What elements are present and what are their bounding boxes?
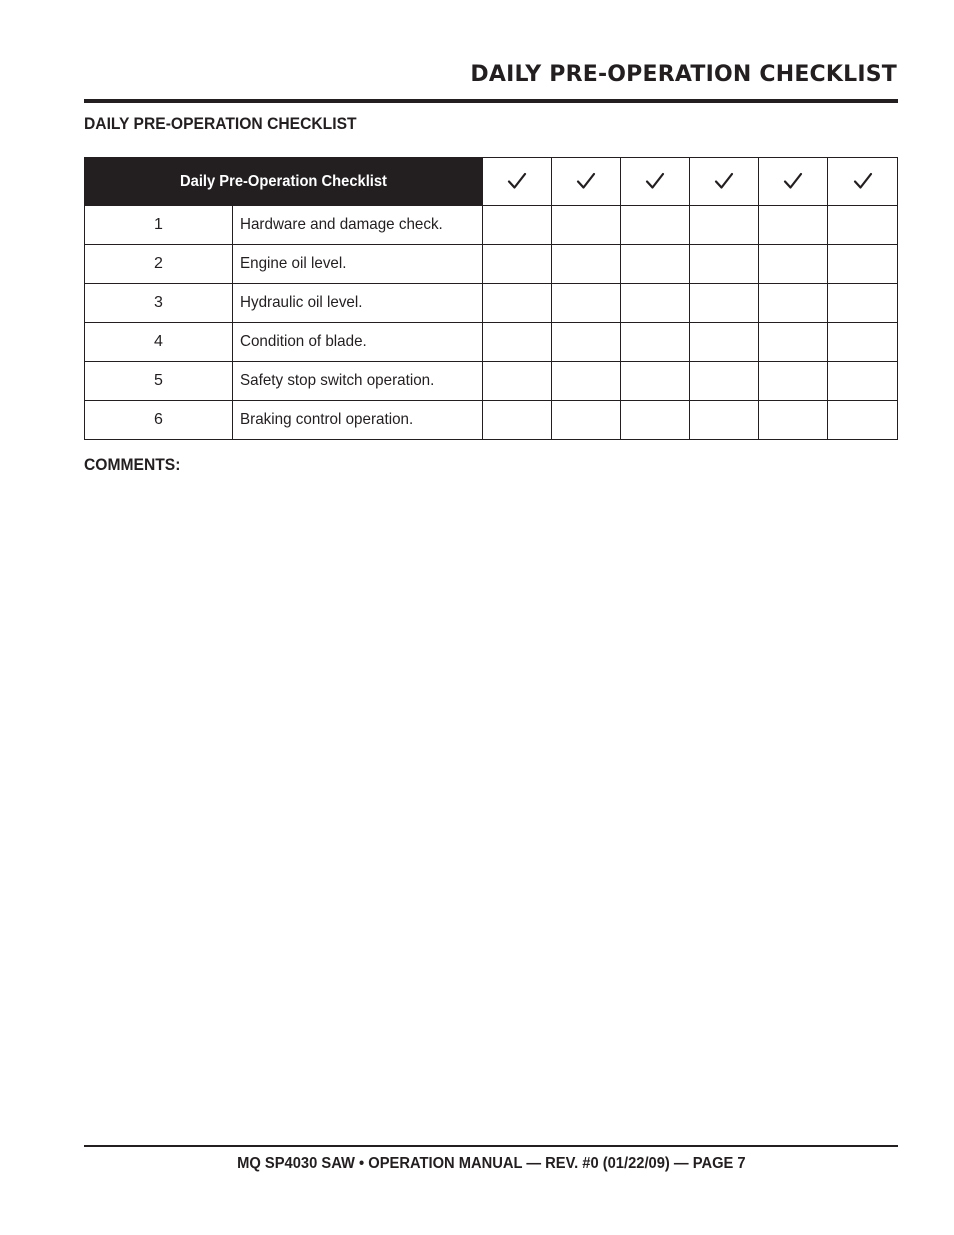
check-box[interactable] <box>759 245 828 284</box>
checkmark-icon <box>783 172 803 190</box>
footer-text: MQ SP4030 SAW • OPERATION MANUAL — REV. #0 (01/22/09) — PAGE 7 <box>236 1155 746 1172</box>
item-number: 4 <box>85 323 233 362</box>
check-column-header <box>828 158 898 206</box>
item-number: 2 <box>85 245 233 284</box>
checklist-row <box>85 362 898 401</box>
item-description: Engine oil level. <box>233 245 483 284</box>
check-box[interactable] <box>621 362 690 401</box>
check-column-header <box>621 158 690 206</box>
check-box[interactable] <box>621 401 690 440</box>
checkmark-icon <box>714 172 734 190</box>
checkmark-icon <box>645 172 665 190</box>
check-box[interactable] <box>552 362 621 401</box>
checklist-row <box>85 284 898 323</box>
check-box[interactable] <box>621 284 690 323</box>
item-description: Safety stop switch operation. <box>233 362 483 401</box>
check-box[interactable] <box>483 245 552 284</box>
check-box[interactable] <box>483 206 552 245</box>
check-box[interactable] <box>759 401 828 440</box>
item-number: 6 <box>85 401 233 440</box>
checkmark-icon <box>576 172 596 190</box>
check-box[interactable] <box>828 362 898 401</box>
checklist-row <box>85 401 898 440</box>
check-column-header <box>759 158 828 206</box>
check-box[interactable] <box>759 206 828 245</box>
check-box[interactable] <box>621 323 690 362</box>
check-box[interactable] <box>828 284 898 323</box>
checklist-table <box>84 157 898 440</box>
item-number: 3 <box>85 284 233 323</box>
item-number: 5 <box>85 362 233 401</box>
checklist-row <box>85 206 898 245</box>
footer-rule <box>84 1145 898 1147</box>
check-box[interactable] <box>690 401 759 440</box>
item-description: Hydraulic oil level. <box>233 284 483 323</box>
check-column-header <box>690 158 759 206</box>
check-box[interactable] <box>483 323 552 362</box>
check-box[interactable] <box>621 206 690 245</box>
checklist-header-row <box>85 158 898 206</box>
check-box[interactable] <box>828 401 898 440</box>
check-box[interactable] <box>690 362 759 401</box>
check-box[interactable] <box>690 245 759 284</box>
check-box[interactable] <box>552 323 621 362</box>
check-box[interactable] <box>483 362 552 401</box>
check-box[interactable] <box>759 323 828 362</box>
check-box[interactable] <box>621 245 690 284</box>
check-column-header <box>552 158 621 206</box>
comments-label: COMMENTS: <box>84 455 181 474</box>
checklist-header-label: Daily Pre-Operation Checklist <box>85 158 483 206</box>
title-rule <box>84 99 898 103</box>
check-box[interactable] <box>759 362 828 401</box>
checkmark-icon <box>507 172 527 190</box>
check-column-header <box>483 158 552 206</box>
check-box[interactable] <box>690 284 759 323</box>
check-box[interactable] <box>552 401 621 440</box>
checklist-row <box>85 245 898 284</box>
section-heading: DAILY PRE-OPERATION CHECKLIST <box>84 114 357 133</box>
checkmark-icon <box>853 172 873 190</box>
item-number: 1 <box>85 206 233 245</box>
item-description: Condition of blade. <box>233 323 483 362</box>
check-box[interactable] <box>483 401 552 440</box>
item-description: Braking control operation. <box>233 401 483 440</box>
check-box[interactable] <box>552 245 621 284</box>
check-box[interactable] <box>828 323 898 362</box>
check-box[interactable] <box>690 323 759 362</box>
item-description: Hardware and damage check. <box>233 206 483 245</box>
check-box[interactable] <box>828 206 898 245</box>
page-title: DAILY PRE-OPERATION CHECKLIST <box>470 62 897 87</box>
checklist-row <box>85 323 898 362</box>
check-box[interactable] <box>552 206 621 245</box>
check-box[interactable] <box>690 206 759 245</box>
check-box[interactable] <box>483 284 552 323</box>
check-box[interactable] <box>828 245 898 284</box>
check-box[interactable] <box>759 284 828 323</box>
check-box[interactable] <box>552 284 621 323</box>
